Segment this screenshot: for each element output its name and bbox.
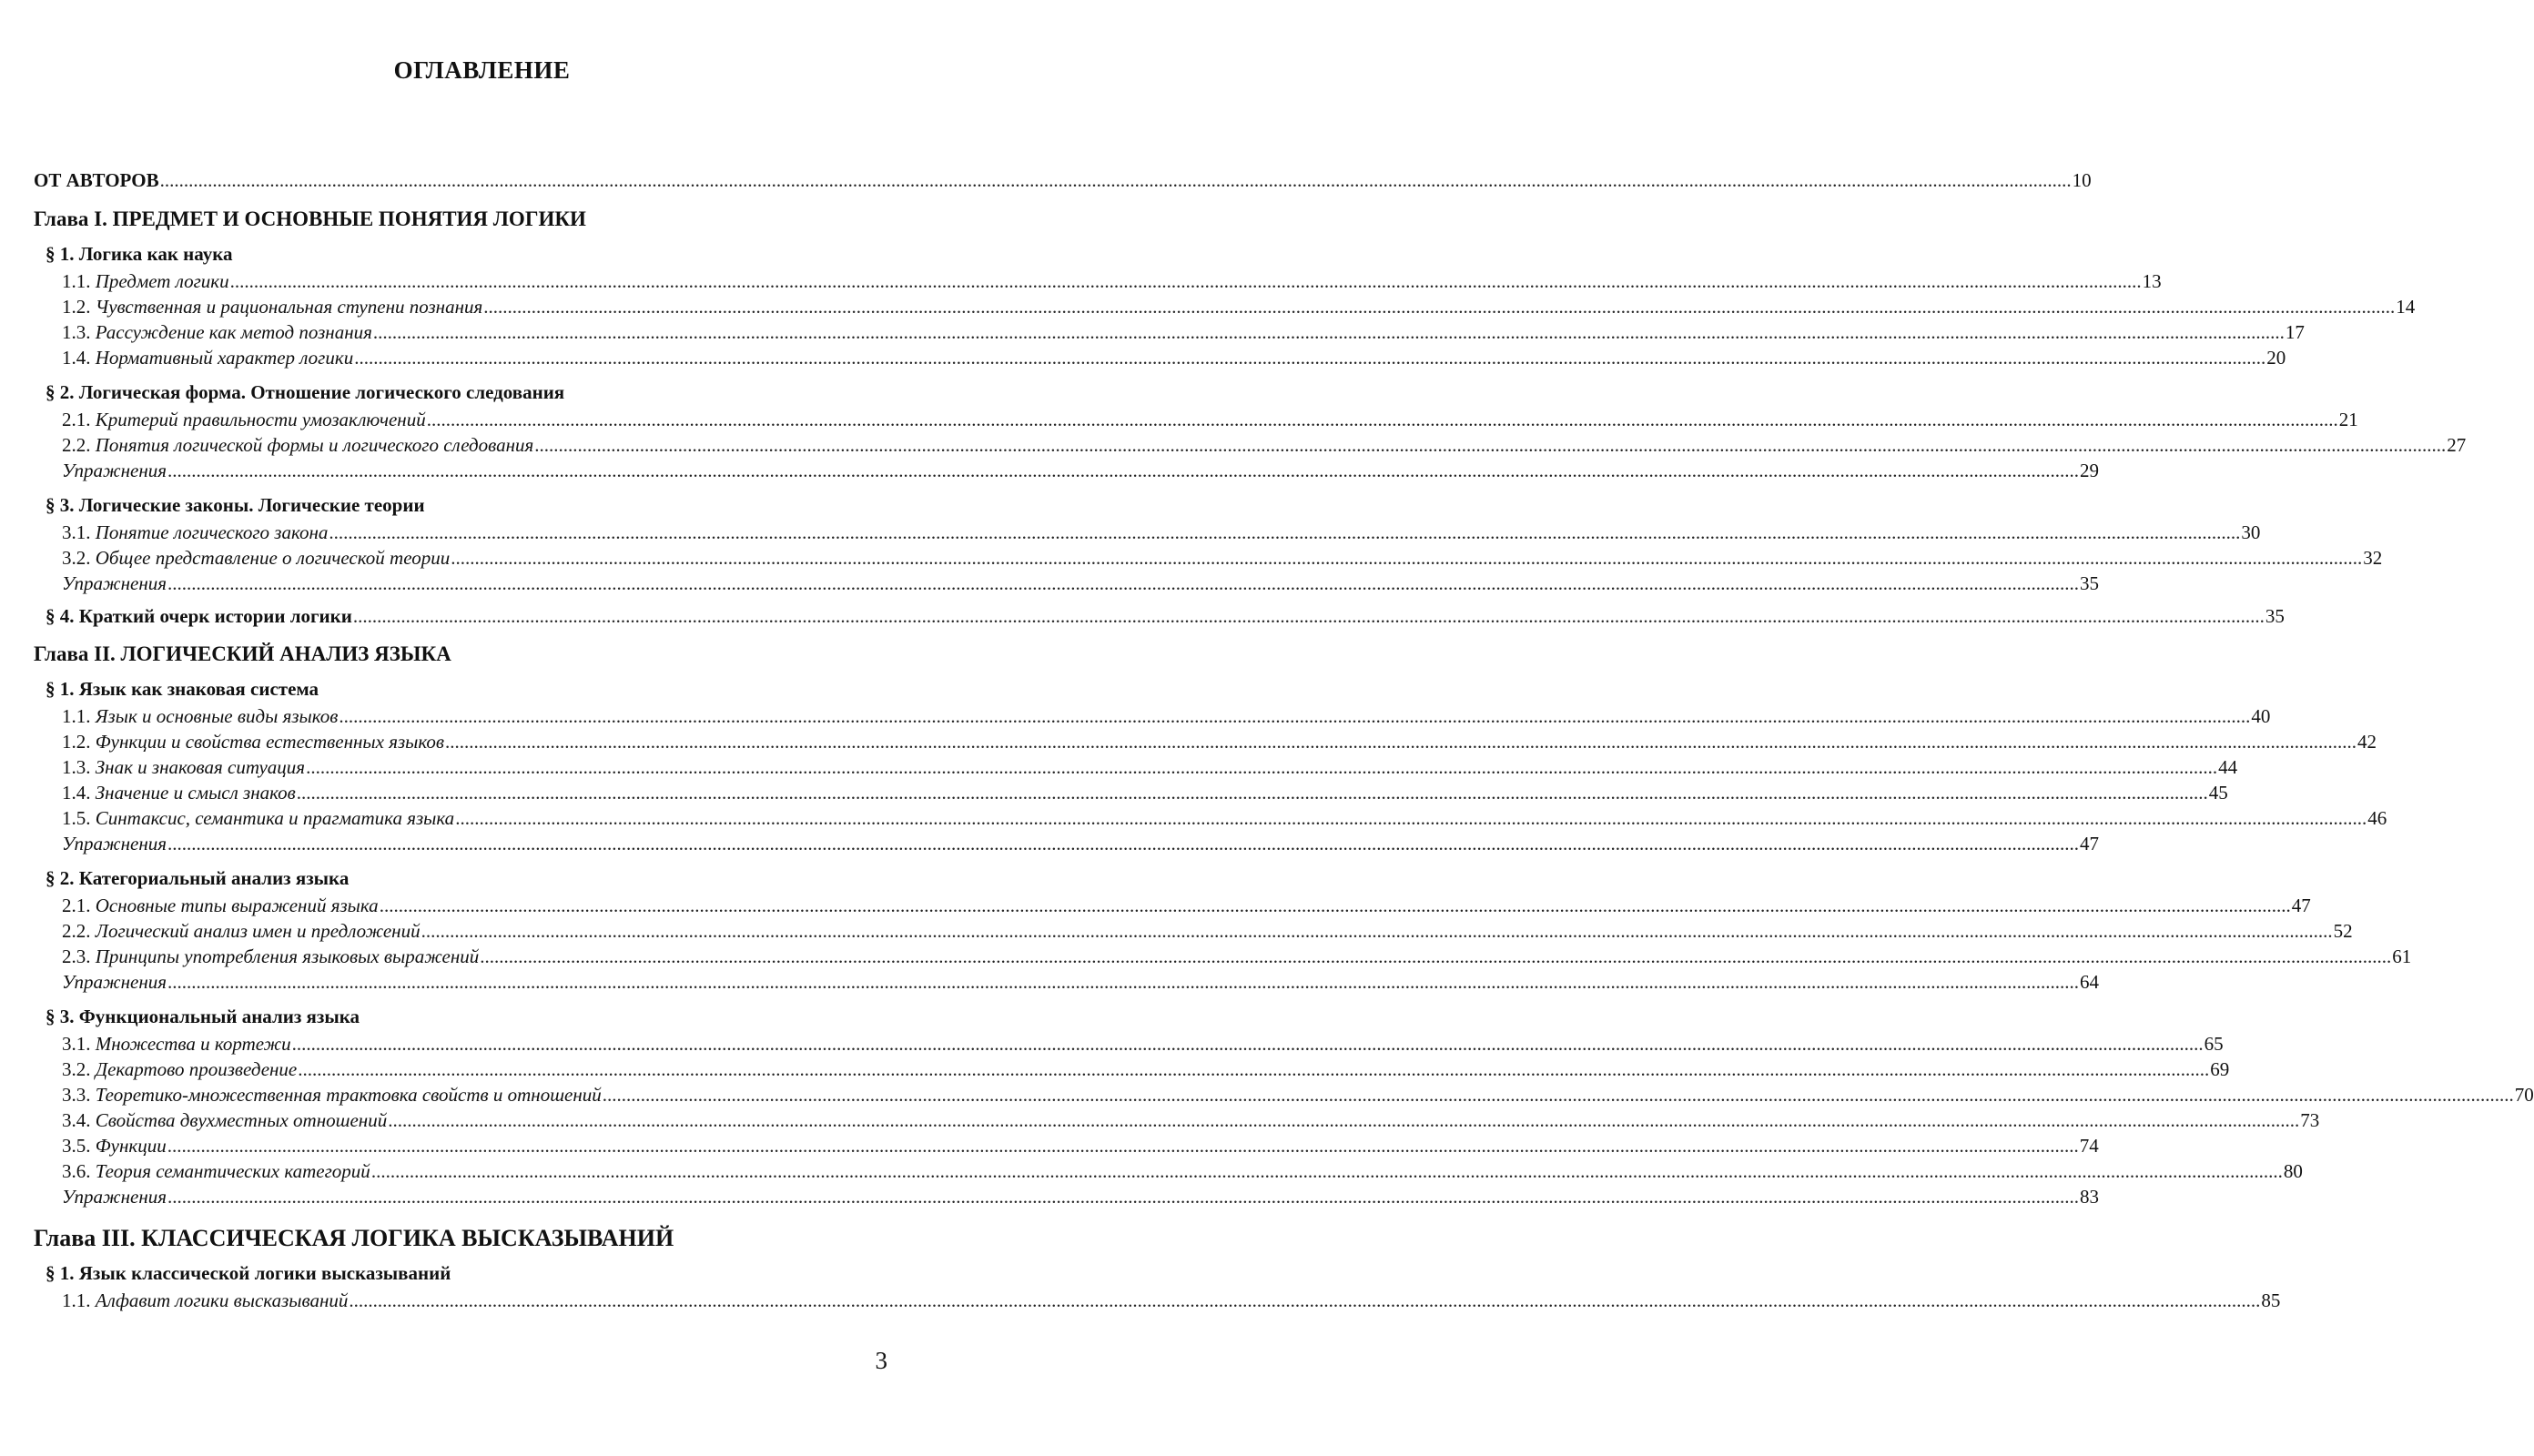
dot-leader: ................................................................................................................................................................................................................................................................................................................................................................................................................ xyxy=(483,296,2396,318)
toc-entry-page: 30 xyxy=(2241,521,2261,543)
toc-entry-number: 3.2. xyxy=(62,1058,96,1080)
toc-entry xyxy=(62,971,2099,994)
toc-entry xyxy=(62,895,2311,917)
toc-entry-label: Упражнения xyxy=(62,971,167,993)
toc-entry-number: 3.5. xyxy=(62,1135,96,1157)
toc-entry-number: 1.3. xyxy=(62,321,96,343)
toc-entry xyxy=(46,605,2285,628)
toc-entry-number: 2.3. xyxy=(62,945,96,967)
dot-leader: ................................................................................................................................................................................................................................................................................................................................................................................................................ xyxy=(329,521,2241,543)
toc-entry-page: 74 xyxy=(2079,1135,2099,1157)
toc-entry xyxy=(62,1289,2281,1312)
toc-entry-number: 1.2. xyxy=(62,296,96,318)
toc-entry-page: 85 xyxy=(2261,1289,2281,1311)
toc-entry xyxy=(62,945,2412,968)
toc-entry-page: 35 xyxy=(2265,605,2285,627)
dot-leader: ................................................................................................................................................................................................................................................................................................................................................................................................................ xyxy=(354,347,2266,369)
page-number: 3 xyxy=(875,1347,887,1374)
toc-entry-label: Свойства двухместных отношений xyxy=(95,1109,388,1131)
toc-entry xyxy=(62,521,2261,544)
toc-entry-label: Упражнения xyxy=(62,1186,167,1208)
toc-entry-page: 29 xyxy=(2080,460,2099,481)
toc-entry-label: Функции xyxy=(95,1135,167,1157)
toc-entry-label: Понятие логического закона xyxy=(95,521,329,543)
toc-entry-page: 65 xyxy=(2204,1033,2224,1055)
toc-entry xyxy=(62,1186,2099,1208)
toc-entry-page: 14 xyxy=(2396,296,2416,318)
section-heading: § 3. Функциональный анализ языка xyxy=(46,1006,360,1027)
dot-leader: ................................................................................................................................................................................................................................................................................................................................................................................................................ xyxy=(296,782,2208,804)
section-heading: § 3. Логические законы. Логические теории xyxy=(46,494,425,516)
toc-entry-number: 3.1. xyxy=(62,521,96,543)
toc-entry-page: 70 xyxy=(2514,1084,2534,1106)
dot-leader: ................................................................................................................................................................................................................................................................................................................................................................................................................ xyxy=(159,169,2072,191)
toc-entry xyxy=(62,296,2416,318)
dot-leader: ................................................................................................................................................................................................................................................................................................................................................................................................................ xyxy=(451,547,2363,569)
section-heading: § 1. Язык как знаковая система xyxy=(46,678,319,700)
toc-entry xyxy=(62,705,2271,728)
toc-entry-label: Нормативный характер логики xyxy=(95,347,354,369)
toc-entry-label: Теоретико-множественная трактовка свойств и отношений xyxy=(95,1084,602,1106)
toc-entry-page: 13 xyxy=(2142,270,2162,292)
dot-leader: ................................................................................................................................................................................................................................................................................................................................................................................................................ xyxy=(229,270,2142,292)
toc-entry-label: Алфавит логики высказываний xyxy=(95,1289,349,1311)
toc-entry-number: 2.1. xyxy=(62,895,96,916)
toc-entry xyxy=(62,833,2099,855)
chapter-heading: Глава I. ПРЕДМЕТ И ОСНОВНЫЕ ПОНЯТИЯ ЛОГИКИ xyxy=(34,207,586,230)
dot-leader: ................................................................................................................................................................................................................................................................................................................................................................................................................ xyxy=(339,705,2251,727)
dot-leader: ................................................................................................................................................................................................................................................................................................................................................................................................................ xyxy=(602,1084,2514,1106)
toc-entry-page: 47 xyxy=(2291,895,2311,916)
toc-entry xyxy=(62,409,2358,431)
toc-entry-number: 3.4. xyxy=(62,1109,96,1131)
dot-leader: ................................................................................................................................................................................................................................................................................................................................................................................................................ xyxy=(480,945,2392,967)
dot-leader: ................................................................................................................................................................................................................................................................................................................................................................................................................ xyxy=(421,920,2333,942)
toc-entry-label: Упражнения xyxy=(62,572,167,594)
toc-entry-label: Рассуждение как метод познания xyxy=(95,321,372,343)
toc-entry-page: 83 xyxy=(2080,1186,2099,1208)
toc-entry-number: 3.3. xyxy=(62,1084,96,1106)
dot-leader: ................................................................................................................................................................................................................................................................................................................................................................................................................ xyxy=(167,971,2079,993)
dot-leader: ................................................................................................................................................................................................................................................................................................................................................................................................................ xyxy=(291,1033,2204,1055)
dot-leader: ................................................................................................................................................................................................................................................................................................................................................................................................................ xyxy=(167,572,2079,594)
toc-entry-page: 46 xyxy=(2367,807,2387,829)
toc-entry-number: 1.1. xyxy=(62,1289,96,1311)
toc-entry xyxy=(62,460,2099,482)
toc-entry-page: 20 xyxy=(2266,347,2286,369)
dot-leader: ................................................................................................................................................................................................................................................................................................................................................................................................................ xyxy=(445,731,2357,753)
dot-leader: ................................................................................................................................................................................................................................................................................................................................................................................................................ xyxy=(167,460,2079,481)
toc-entry xyxy=(62,572,2099,595)
toc-entry-number: 2.2. xyxy=(62,434,96,456)
toc-entry xyxy=(62,731,2377,753)
dot-leader: ................................................................................................................................................................................................................................................................................................................................................................................................................ xyxy=(298,1058,2210,1080)
toc-entry xyxy=(62,434,2467,457)
toc-entry-page: 69 xyxy=(2210,1058,2230,1080)
toc-entry-label: Принципы употребления языковых выражений xyxy=(95,945,480,967)
toc-entry-label: Упражнения xyxy=(62,833,167,854)
toc-entry xyxy=(62,1109,2320,1132)
dot-leader: ................................................................................................................................................................................................................................................................................................................................................................................................................ xyxy=(167,833,2079,854)
toc-entry-number: 1.3. xyxy=(62,756,96,778)
toc-entry-label: Теория семантических категорий xyxy=(95,1160,370,1182)
toc-entry-label: Синтаксис, семантика и прагматика языка xyxy=(95,807,455,829)
chapter-heading: Глава II. ЛОГИЧЕСКИЙ АНАЛИЗ ЯЗЫКА xyxy=(34,642,451,665)
toc-entry-label: Основные типы выражений языка xyxy=(95,895,379,916)
page-title: ОГЛАВЛЕНИЕ xyxy=(393,56,571,84)
toc-entry-number: 3.6. xyxy=(62,1160,96,1182)
toc-entry-number: 1.4. xyxy=(62,347,96,369)
toc-entry-label: Общее представление о логической теории xyxy=(95,547,451,569)
toc-entry-page: 80 xyxy=(2283,1160,2303,1182)
toc-entry-number: 1.1. xyxy=(62,270,96,292)
section-heading: § 1. Язык классической логики высказываний xyxy=(46,1262,451,1284)
toc-entry-page: 17 xyxy=(2285,321,2305,343)
section-heading: § 2. Логическая форма. Отношение логического следования xyxy=(46,381,565,403)
toc-entry-label: Понятия логической формы и логического следования xyxy=(95,434,534,456)
toc-entry-page: 73 xyxy=(2300,1109,2320,1131)
toc-entry-page: 10 xyxy=(2072,169,2092,191)
toc-entry-page: 32 xyxy=(2363,547,2383,569)
toc-entry-label: Знак и знаковая ситуация xyxy=(95,756,306,778)
section-heading: § 1. Логика как наука xyxy=(46,243,233,265)
toc-entry-page: 21 xyxy=(2338,409,2358,430)
toc-entry-page: 47 xyxy=(2080,833,2099,854)
toc-entry-number: 1.1. xyxy=(62,705,96,727)
toc-entry-label: Логический анализ имен и предложений xyxy=(95,920,421,942)
toc-entry xyxy=(62,756,2238,779)
toc-entry xyxy=(62,920,2353,943)
dot-leader: ................................................................................................................................................................................................................................................................................................................................................................................................................ xyxy=(534,434,2447,456)
toc-entry-page: 27 xyxy=(2447,434,2467,456)
toc-entry-label: § 4. Краткий очерк истории логики xyxy=(46,605,352,627)
toc-entry xyxy=(62,1135,2099,1158)
toc-entry xyxy=(62,270,2162,293)
toc-entry-page: 40 xyxy=(2251,705,2271,727)
toc-entry xyxy=(62,1160,2303,1183)
toc-entry-number: 1.4. xyxy=(62,782,96,804)
toc-entry-number: 2.2. xyxy=(62,920,96,942)
chapter-heading: Глава III. КЛАССИЧЕСКАЯ ЛОГИКА ВЫСКАЗЫВАНИЙ xyxy=(34,1225,674,1251)
toc-entry-number: 3.2. xyxy=(62,547,96,569)
section-heading: § 2. Категориальный анализ языка xyxy=(46,867,350,889)
toc-entry-label: Язык и основные виды языков xyxy=(95,705,339,727)
toc-entry xyxy=(62,547,2383,570)
toc-entry-label: Значение и смысл знаков xyxy=(95,782,296,804)
toc-entry-page: 45 xyxy=(2208,782,2228,804)
toc-entry xyxy=(62,807,2387,830)
toc-entry xyxy=(62,321,2305,344)
dot-leader: ................................................................................................................................................................................................................................................................................................................................................................................................................ xyxy=(167,1135,2079,1157)
dot-leader: ................................................................................................................................................................................................................................................................................................................................................................................................................ xyxy=(370,1160,2283,1182)
toc-entry-label: ОТ АВТОРОВ xyxy=(34,169,159,191)
dot-leader: ................................................................................................................................................................................................................................................................................................................................................................................................................ xyxy=(379,895,2291,916)
toc-entry xyxy=(62,347,2286,369)
toc-entry-page: 64 xyxy=(2080,971,2099,993)
toc-entry-label: Предмет логики xyxy=(95,270,229,292)
dot-leader: ................................................................................................................................................................................................................................................................................................................................................................................................................ xyxy=(426,409,2338,430)
toc-entry-number: 1.2. xyxy=(62,731,96,753)
toc-entry xyxy=(62,782,2228,804)
dot-leader: ................................................................................................................................................................................................................................................................................................................................................................................................................ xyxy=(455,807,2367,829)
toc-entry-label: Критерий правильности умозаключений xyxy=(95,409,426,430)
toc-entry-label: Функции и свойства естественных языков xyxy=(95,731,445,753)
toc-entry xyxy=(62,1084,2534,1107)
toc-entry-page: 61 xyxy=(2392,945,2412,967)
toc-entry xyxy=(34,169,2092,192)
dot-leader: ................................................................................................................................................................................................................................................................................................................................................................................................................ xyxy=(167,1186,2079,1208)
toc-entry-label: Упражнения xyxy=(62,460,167,481)
dot-leader: ................................................................................................................................................................................................................................................................................................................................................................................................................ xyxy=(306,756,2218,778)
toc-entry-label: Чувственная и рациональная ступени познания xyxy=(95,296,483,318)
toc-entry-number: 3.1. xyxy=(62,1033,96,1055)
toc-entry xyxy=(62,1033,2224,1056)
toc-entry-label: Декартово произведение xyxy=(95,1058,298,1080)
dot-leader: ................................................................................................................................................................................................................................................................................................................................................................................................................ xyxy=(388,1109,2300,1131)
toc-entry-label: Множества и кортежи xyxy=(95,1033,291,1055)
dot-leader: ................................................................................................................................................................................................................................................................................................................................................................................................................ xyxy=(372,321,2285,343)
toc-entry-page: 42 xyxy=(2357,731,2377,753)
toc-entry-number: 2.1. xyxy=(62,409,96,430)
toc-entry-number: 1.5. xyxy=(62,807,96,829)
dot-leader: ................................................................................................................................................................................................................................................................................................................................................................................................................ xyxy=(349,1289,2261,1311)
toc-entry xyxy=(62,1058,2230,1081)
toc-entry-page: 35 xyxy=(2080,572,2099,594)
toc-entry-page: 44 xyxy=(2218,756,2238,778)
toc-entry-page: 52 xyxy=(2333,920,2353,942)
dot-leader: ................................................................................................................................................................................................................................................................................................................................................................................................................ xyxy=(352,605,2265,627)
